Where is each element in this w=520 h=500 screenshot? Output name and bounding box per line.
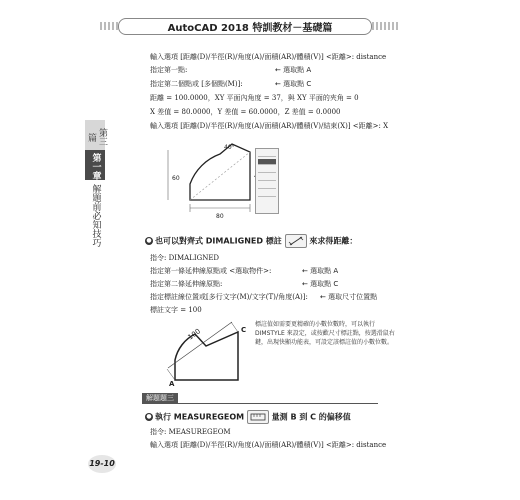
section-tag-rule bbox=[142, 403, 378, 404]
line-annotation: ← 選取尺寸位置點 bbox=[320, 293, 378, 301]
section-title-1 bbox=[145, 234, 357, 248]
page-number: 19-10 bbox=[88, 455, 116, 473]
section-title-text: 來求得距離： bbox=[309, 236, 358, 246]
menu-item-selected[interactable] bbox=[258, 159, 276, 165]
menu-item[interactable] bbox=[258, 183, 276, 189]
dim-label: 60 bbox=[172, 175, 180, 182]
section-tag: 解題題三 bbox=[142, 393, 178, 403]
line-annotation: ← 選取點 C bbox=[275, 80, 312, 88]
cad-drawing-2 bbox=[150, 318, 250, 388]
line-text: 指定第一點: bbox=[150, 66, 188, 74]
line-annotation: ← 選取點 A bbox=[302, 267, 339, 275]
side-tab-chapter-label: 第一章 bbox=[90, 153, 101, 180]
block2-line bbox=[150, 280, 339, 289]
line-text: 輸入選項 [距離(D)/半徑(R)/角度(A)/面積(AR)/體積(V)] <距離>: distance bbox=[150, 441, 387, 449]
bullet-icon: ● bbox=[146, 413, 152, 420]
section-title-2 bbox=[145, 410, 351, 424]
side-tab-chapter bbox=[85, 150, 105, 180]
block1-line bbox=[150, 53, 386, 62]
line-text: 標註文字 = 100 bbox=[150, 306, 202, 314]
menu-item[interactable] bbox=[258, 151, 276, 157]
side-tab-section bbox=[85, 184, 105, 251]
dim-label: 40° bbox=[224, 144, 235, 151]
line-text: 輸入選項 [距離(D)/半徑(R)/角度(A)/面積(AR)/體積(V)/結束(X)] <距離>: X bbox=[150, 122, 389, 130]
block1-line bbox=[150, 94, 359, 103]
header-title: AutoCAD 2018 特訓教材－基礎篇 bbox=[167, 23, 333, 34]
section-title-text: 也可以對齊式 DIMALIGNED 標註 bbox=[155, 236, 282, 246]
block2-line bbox=[150, 306, 202, 315]
block1-line bbox=[150, 108, 340, 117]
line-text: 距離 = 100.0000，XY 平面內角度 = 37，與 XY 平面的夾角 = 0 bbox=[150, 94, 359, 102]
page-header bbox=[100, 18, 400, 34]
point-label-a: A bbox=[169, 380, 175, 388]
line-text: 指定第二條延伸線原點: bbox=[150, 280, 223, 288]
part-outline bbox=[190, 144, 250, 200]
line-text: 輸入選項 [距離(D)/半徑(R)/角度(A)/面積(AR)/體積(V)] <距離>: distance bbox=[150, 53, 387, 61]
distance-line bbox=[190, 152, 250, 200]
line-annotation: ← 選取點 A bbox=[275, 66, 312, 74]
block1-line bbox=[150, 122, 388, 131]
section-title-text: 執行 MEASUREGEOM bbox=[155, 412, 245, 422]
context-menu[interactable] bbox=[255, 148, 279, 214]
measure-icon bbox=[247, 410, 269, 424]
line-text: 指定第二個點或 [多個點(M)]: bbox=[150, 80, 243, 88]
aligned-dim-line bbox=[168, 322, 232, 368]
dim-label: 80 bbox=[216, 213, 224, 220]
menu-item[interactable] bbox=[258, 191, 276, 197]
block1-line bbox=[150, 80, 312, 89]
side-tab-part bbox=[85, 120, 105, 150]
block2-line bbox=[150, 293, 378, 302]
block2-line bbox=[150, 267, 339, 276]
menu-item[interactable] bbox=[258, 167, 276, 173]
menu-item[interactable] bbox=[258, 175, 276, 181]
block3-line bbox=[150, 428, 231, 437]
side-tab-part-label: 第三篇 bbox=[86, 128, 107, 146]
dim-label: 100 bbox=[186, 327, 202, 342]
note-text: 標註值如需要更精確的小數位數時，可以執行 DIMSTYLE 來設定，或按歡尺寸標註點，按選滑鼠右鍵，出現快顯功能表，可設定該標註值的小數位數。 bbox=[255, 321, 395, 346]
line-text: X 差值 = 80.0000，Y 差值 = 60.0000，Z 差值 = 0.0000 bbox=[150, 108, 341, 116]
point-label-c: C bbox=[241, 326, 247, 334]
line-text: 指令: DIMALIGNED bbox=[150, 254, 220, 262]
ext-line bbox=[167, 369, 175, 380]
block2-line bbox=[150, 254, 219, 263]
block1-line bbox=[150, 66, 312, 75]
ext-line bbox=[231, 322, 238, 332]
menu-item[interactable] bbox=[258, 199, 276, 204]
line-text: 指令: MEASUREGEOM bbox=[150, 428, 231, 436]
block3-line bbox=[150, 441, 386, 450]
line-annotation: ← 選取點 C bbox=[302, 280, 339, 288]
dim-aligned-icon bbox=[285, 234, 307, 248]
bullet-icon: ● bbox=[146, 237, 152, 244]
line-text: 指定標註線位置或[多行文字(M)/文字(T)/角度(A)]: bbox=[150, 293, 308, 301]
side-tab-section-label: 解題前必知技巧 bbox=[90, 184, 101, 247]
line-text: 指定第一條延伸線原點或 <選取物件>: bbox=[150, 267, 272, 275]
section-title-text: 量測 B 到 C 的偏移值 bbox=[271, 412, 351, 422]
